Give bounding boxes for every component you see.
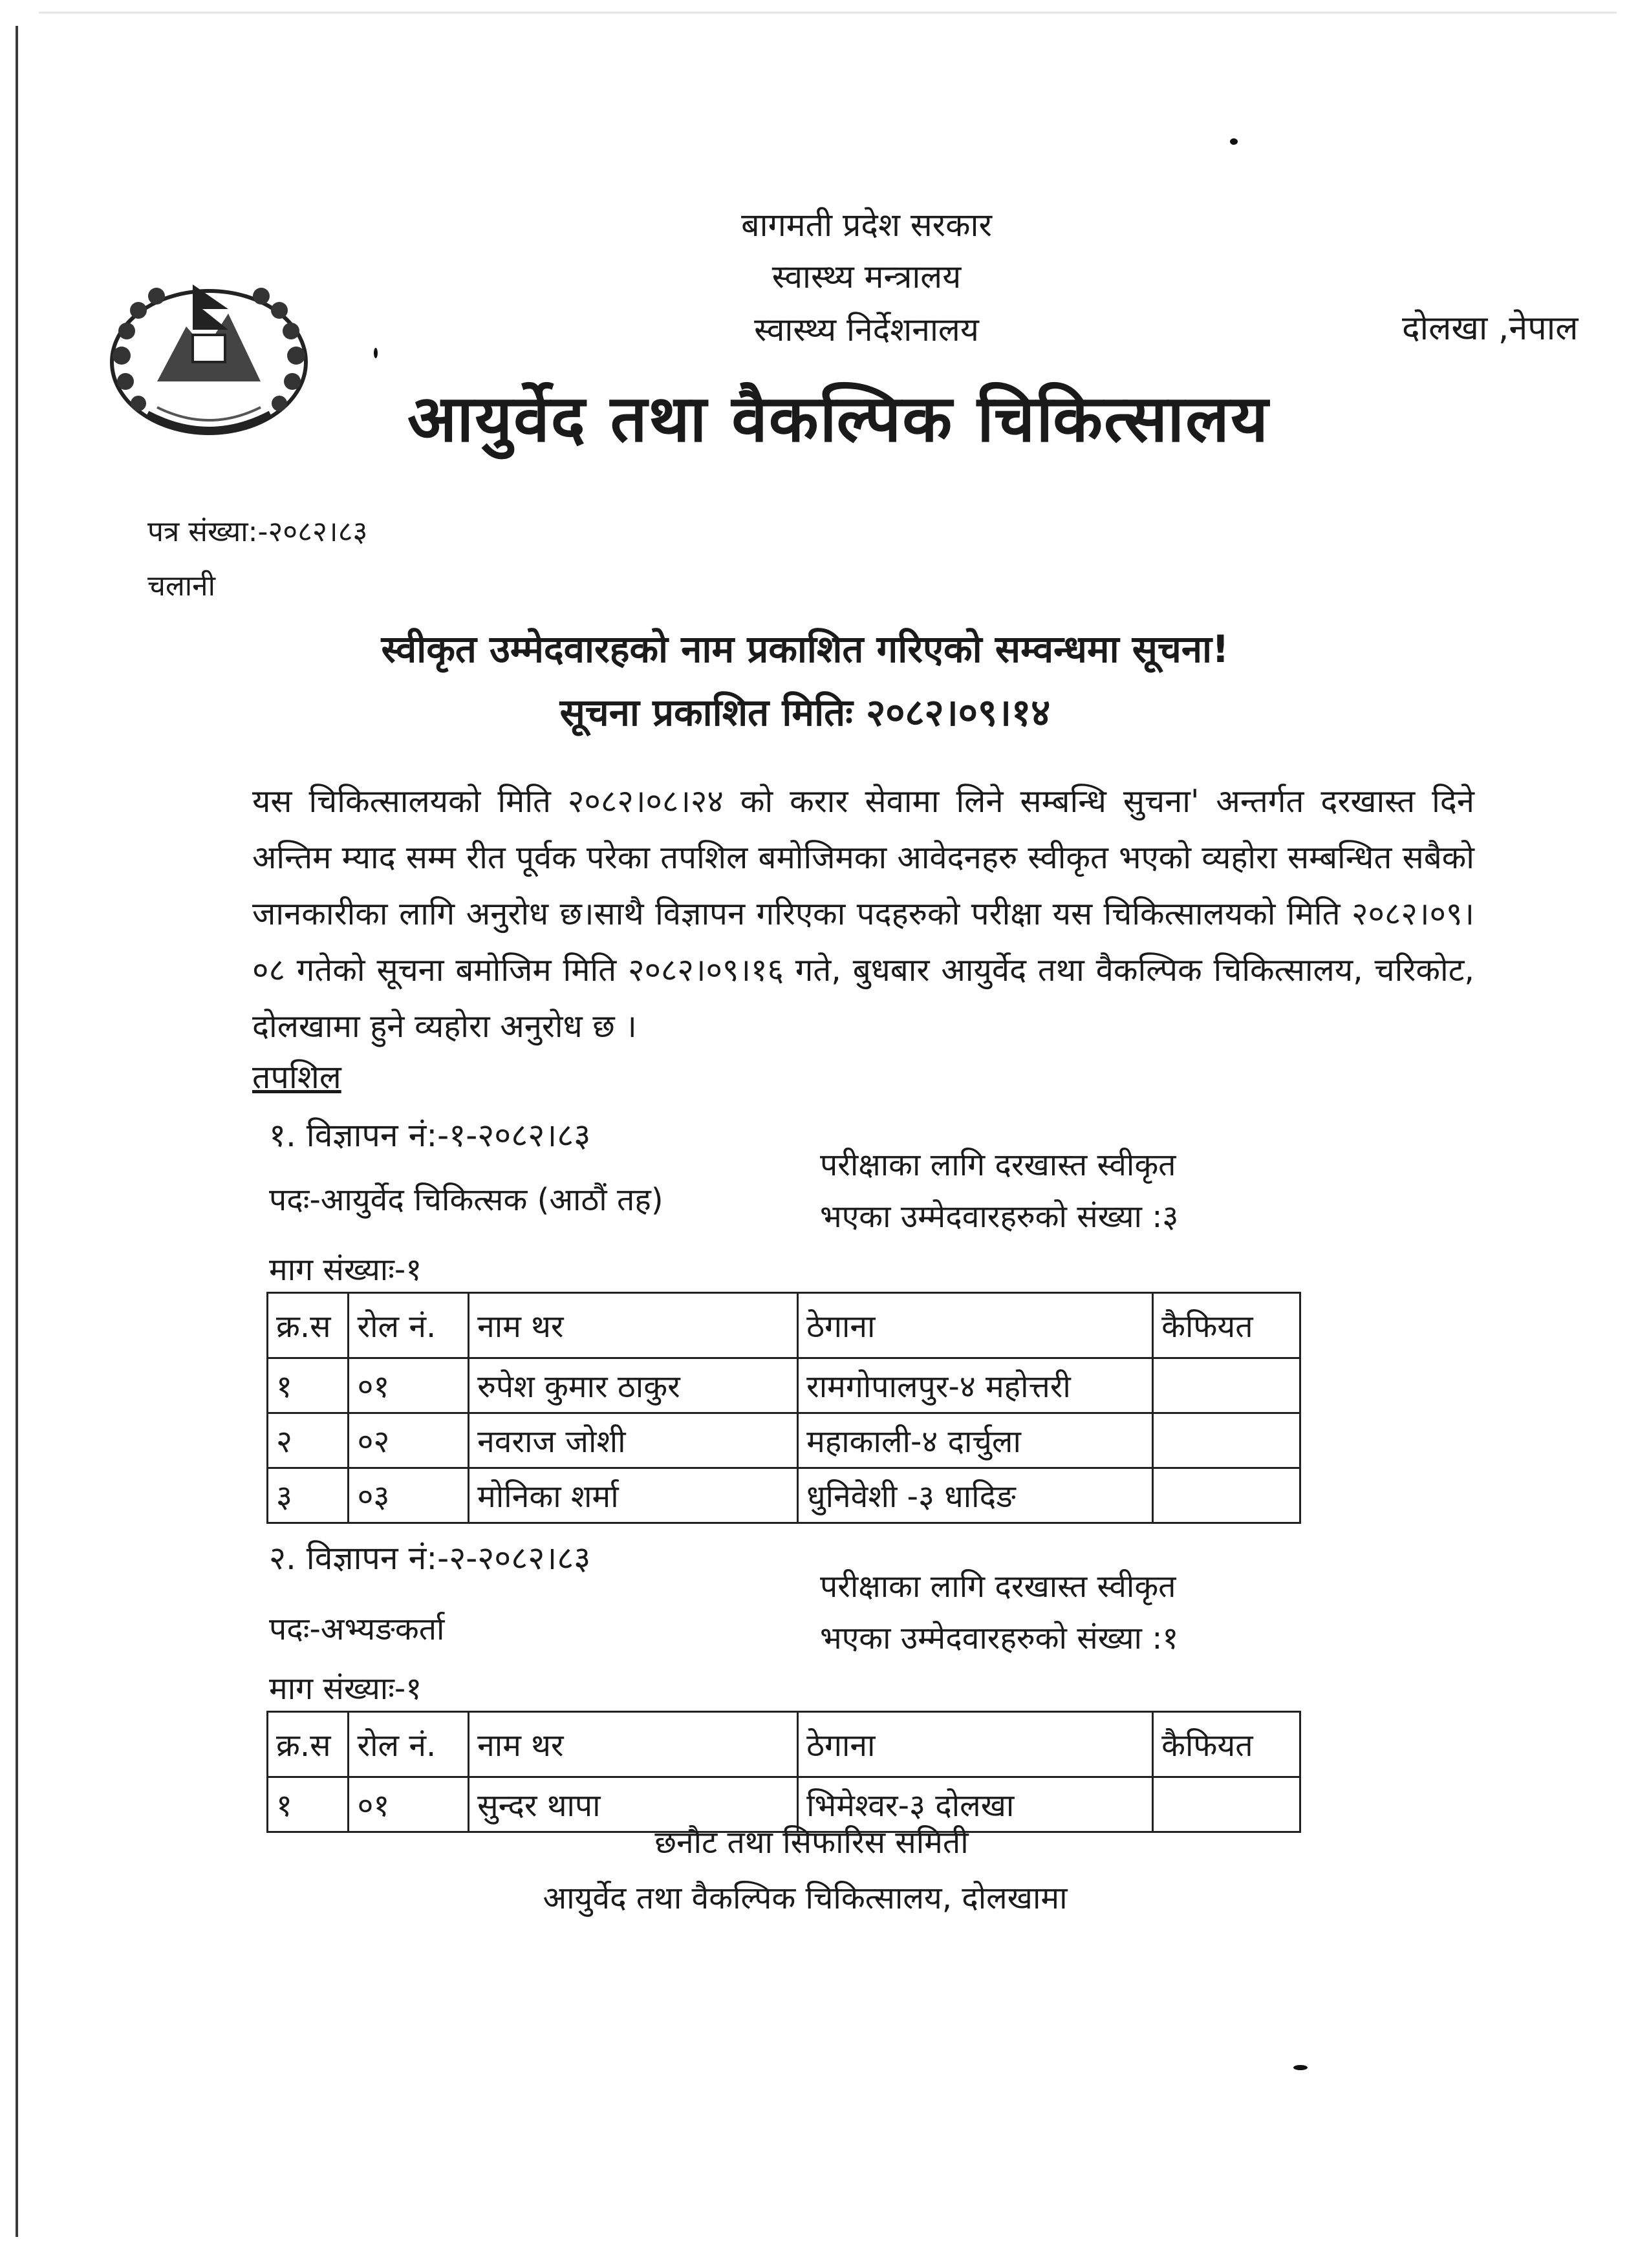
- table-row: [268, 1468, 1300, 1523]
- accepted-count: [820, 1561, 1178, 1664]
- ministry-name: स्वास्थ्य मन्त्रालय: [771, 258, 962, 295]
- notice-body: यस चिकित्सालयको मिति २०८२।०८।२४ को करार सेवामा लिने सम्बन्धि सुचना' अन्तर्गत दरखास्त दिने अन्तिम म्याद सम्म रीत पूर्वक परेका तपशिल बमोजिमका आवेदनहरु स्वीकृत भएको व्यहोरा सम्बन्धित सबैको जानकारीका लागि अनुरोध छ।साथै विज्ञापन गरिएका पदहरुको परीक्षा यस चिकित्सालयको मिति २०८२।०९।०८ गतेको सूचना बमोजिम मिति २०८२।०९।१६ गते, बुधबार आयुर्वेद तथा वैकल्पिक चिकित्सालय, चरिकोट, दोलखामा हुने व्यहोरा अनुरोध छ ।: [252, 783, 1474, 1045]
- header-name: नाम थर: [469, 1712, 798, 1777]
- cell-name: नवराज जोशी: [469, 1413, 798, 1468]
- candidates-table: [266, 1711, 1301, 1833]
- directorate-name: स्वास्थ्य निर्देशनालय: [754, 311, 979, 348]
- header-roll: रोल नं.: [349, 1293, 469, 1358]
- hospital-name: आयुर्वेद तथा वैकल्पिक चिकित्सालय: [407, 380, 1269, 456]
- accepted-line: भएका उम्मेदवारहरुको संख्या :१: [820, 1620, 1179, 1656]
- accepted-line: परीक्षाका लागि दरखास्त स्वीकृत: [820, 1568, 1176, 1605]
- demand-count: माग संख्याः-१: [269, 1671, 422, 1707]
- accepted-count: [820, 1139, 1178, 1243]
- letter-number: पत्र संख्या:-२०८२।८३: [147, 515, 368, 548]
- cell-sn: ३: [268, 1468, 349, 1523]
- cell-address: रामगोपालपुर-४ महोत्तरी: [798, 1358, 1153, 1413]
- government-name: बागमती प्रदेश सरकार: [741, 206, 992, 244]
- cell-roll: ०२: [349, 1413, 469, 1468]
- accepted-line: भएका उम्मेदवारहरुको संख्या :३: [820, 1199, 1179, 1235]
- accepted-line: परीक्षाका लागि दरखास्त स्वीकृत: [820, 1147, 1176, 1183]
- header-sn: क्र.स: [268, 1712, 349, 1777]
- header-roll: रोल नं.: [349, 1712, 469, 1777]
- committee-place: आयुर्वेद तथा वैकल्पिक चिकित्सालय, दोलखामा: [543, 1880, 1068, 1916]
- cell-address: महाकाली-४ दार्चुला: [798, 1413, 1153, 1468]
- header-address: ठेगाना: [798, 1293, 1153, 1358]
- scan-speck: [374, 348, 378, 358]
- cell-name: रुपेश कुमार ठाकुर: [469, 1358, 798, 1413]
- table-header-row: [268, 1293, 1300, 1358]
- table-row: [268, 1358, 1300, 1413]
- cell-remarks: [1153, 1413, 1300, 1468]
- candidates-table: [266, 1292, 1301, 1524]
- post-name: पदः-आयुर्वेद चिकित्सक (आठौं तह): [269, 1182, 663, 1218]
- header-name: नाम थर: [469, 1293, 798, 1358]
- scan-edge-top: [39, 12, 1617, 14]
- schedule-label: तपशिल: [252, 1058, 341, 1096]
- table-row: [268, 1413, 1300, 1468]
- header-address: ठेगाना: [798, 1712, 1153, 1777]
- header-sn: क्र.स: [268, 1293, 349, 1358]
- published-date: सूचना प्रकाशित मितिः २०८२।०९।१४: [559, 690, 1051, 734]
- header-remarks: कैफियत: [1153, 1293, 1300, 1358]
- header-remarks: कैफियत: [1153, 1712, 1300, 1777]
- demand-count: माग संख्याः-१: [269, 1252, 422, 1288]
- cell-name: सुन्दर थापा: [469, 1777, 798, 1832]
- table-header-row: [268, 1712, 1300, 1777]
- nepal-emblem-icon: [96, 259, 322, 453]
- location: दोलखा ,नेपाल: [1402, 309, 1579, 348]
- cell-roll: ०१: [349, 1777, 469, 1832]
- scan-speck: [1293, 2065, 1308, 2070]
- cell-name: मोनिका शर्मा: [469, 1468, 798, 1523]
- cell-address: धुनिवेशी -३ धादिङ: [798, 1468, 1153, 1523]
- committee-name: छनौट तथा सिफारिस समिती: [654, 1824, 969, 1861]
- advert-number: २. विज्ञापन नं:-२-२०८२।८३: [269, 1539, 591, 1577]
- cell-remarks: [1153, 1358, 1300, 1413]
- scan-speck: [1230, 138, 1238, 145]
- cell-sn: १: [268, 1358, 349, 1413]
- cell-roll: ०३: [349, 1468, 469, 1523]
- cell-sn: २: [268, 1413, 349, 1468]
- dispatch-label: चलानी: [147, 570, 215, 603]
- cell-sn: १: [268, 1777, 349, 1832]
- cell-address: भिमेश्वर-३ दोलखा: [798, 1777, 1153, 1832]
- notice-title: स्वीकृत उम्मेदवारहको नाम प्रकाशित गरिएको सम्वन्धमा सूचना!: [381, 627, 1229, 671]
- cell-remarks: [1153, 1468, 1300, 1523]
- advert-number: १. विज्ञापन नं:-१-२०८२।८३: [269, 1117, 591, 1154]
- post-name: पदः-अभ्यङकर्ता: [269, 1611, 445, 1647]
- cell-roll: ०१: [349, 1358, 469, 1413]
